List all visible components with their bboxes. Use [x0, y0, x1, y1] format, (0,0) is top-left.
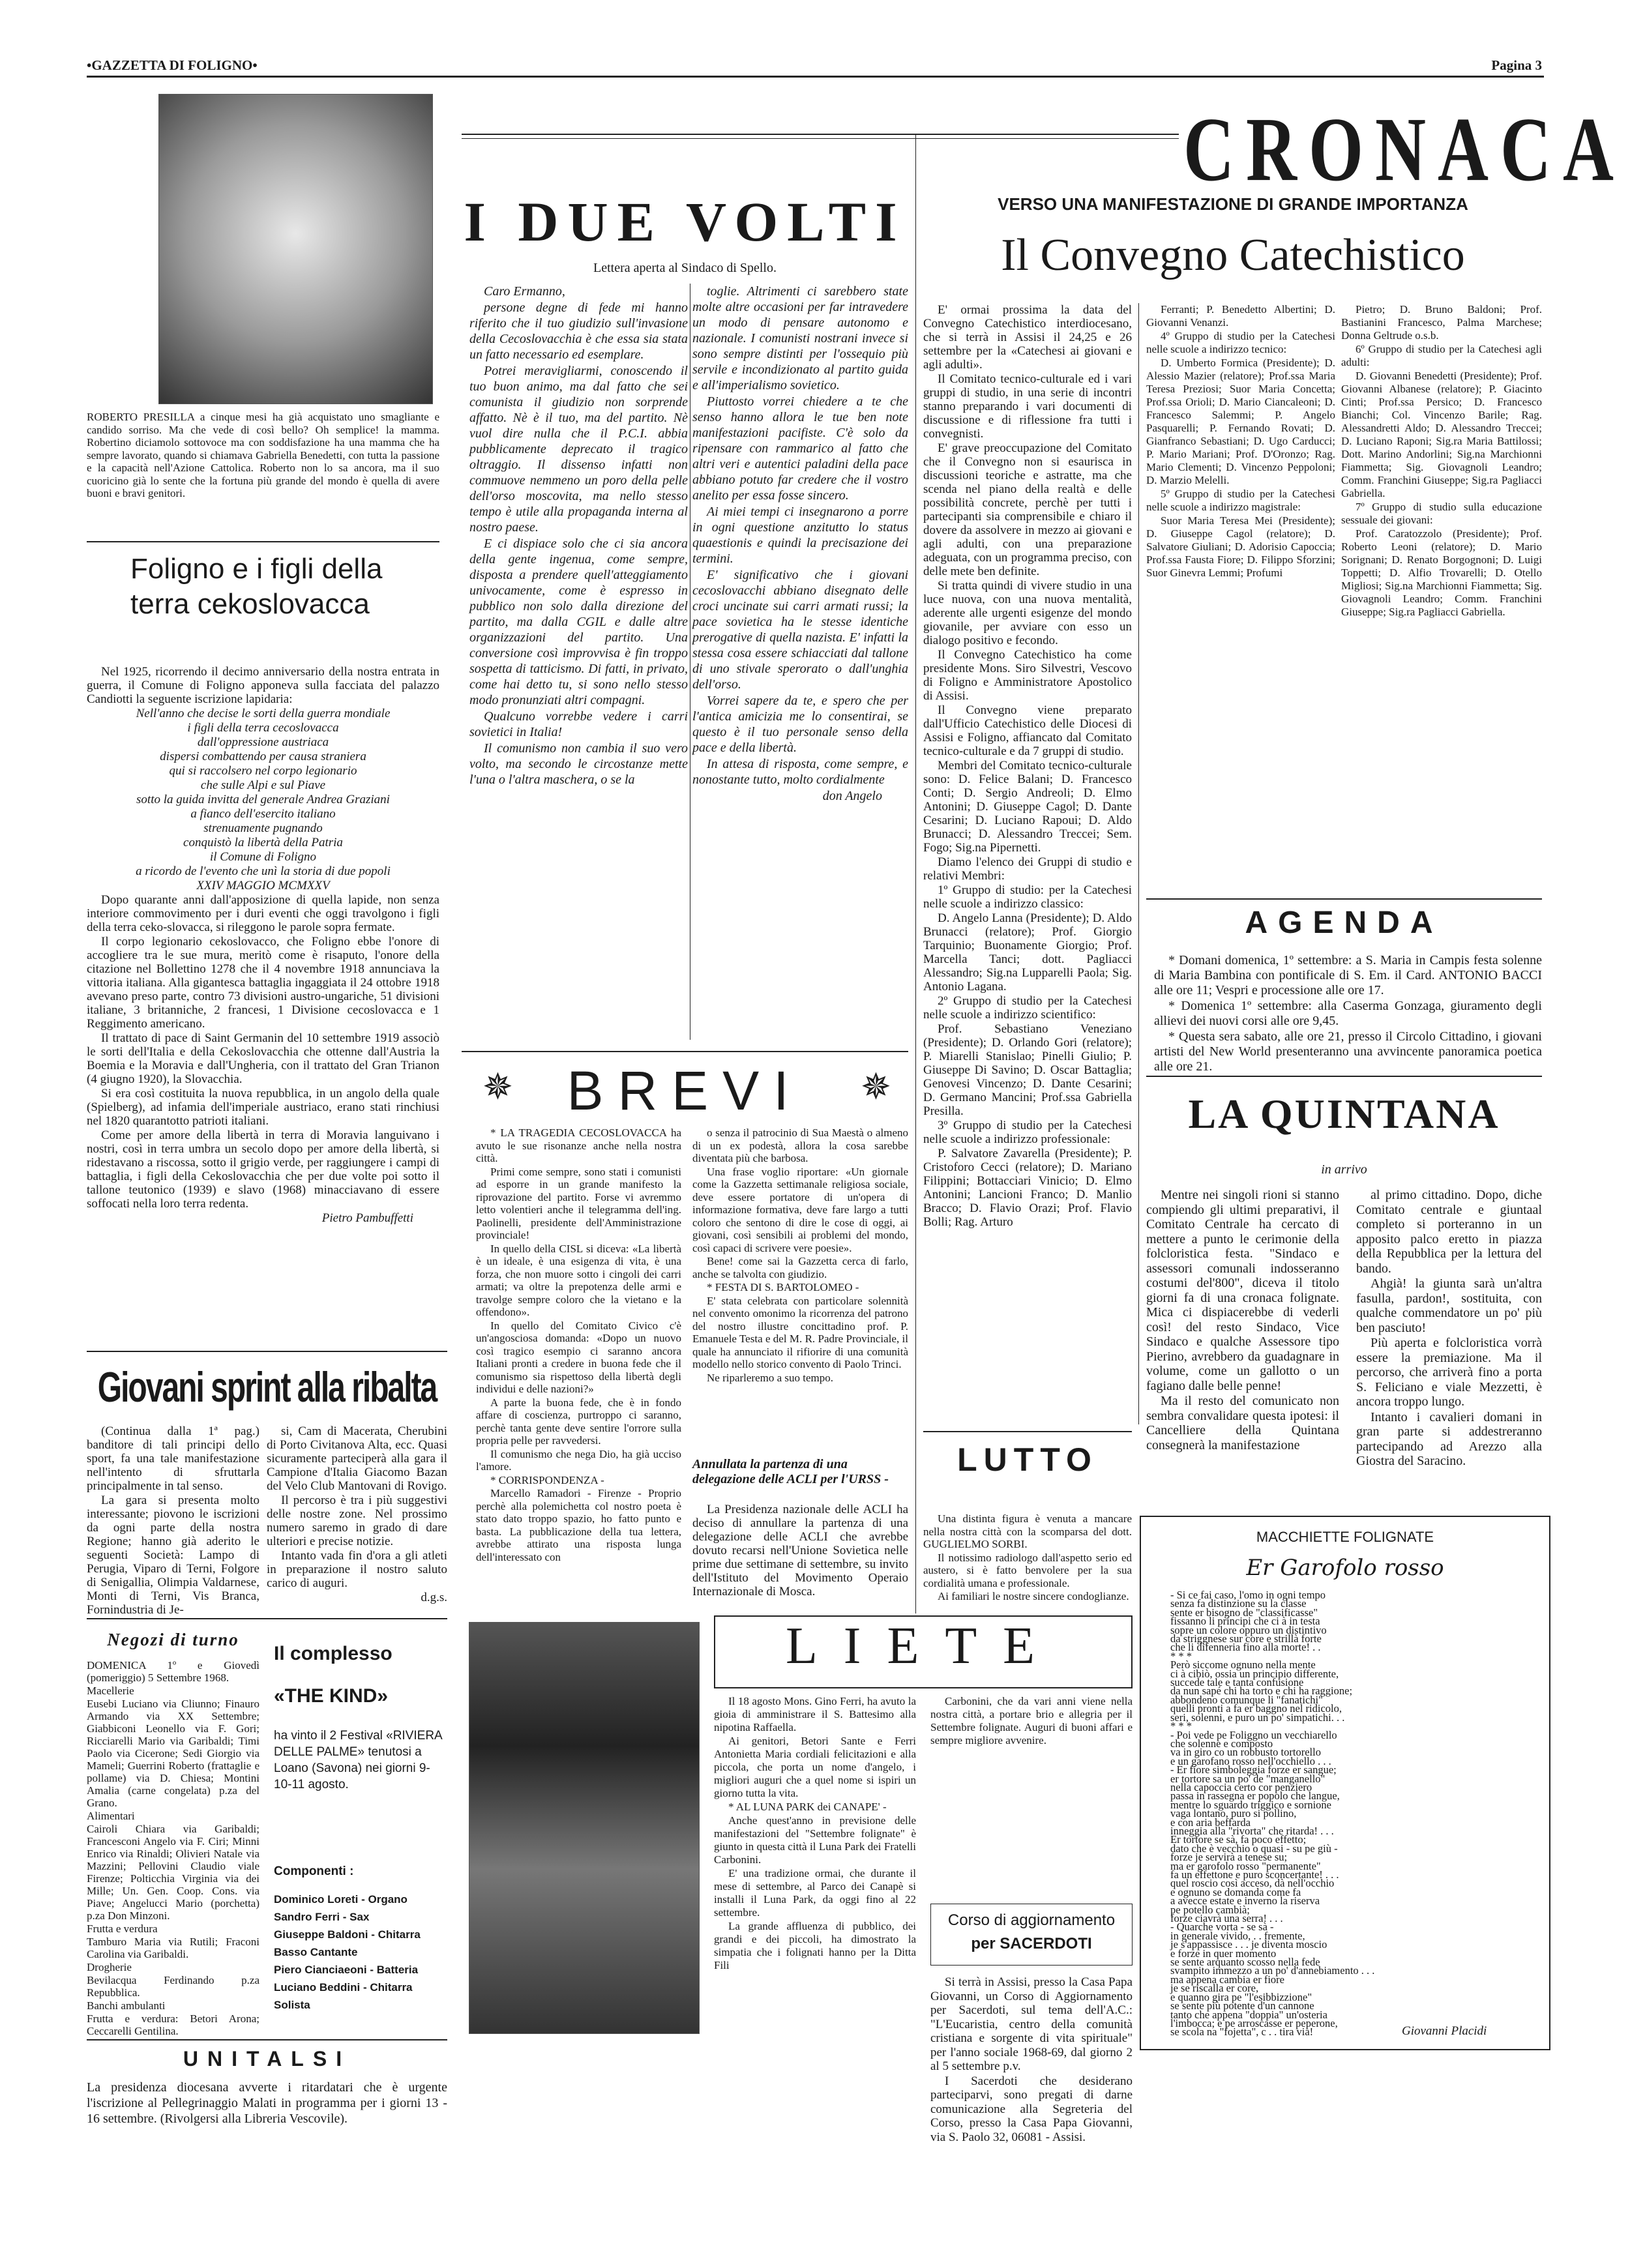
paragraph: Anche quest'anno in previsione delle manifestazioni del "Settembre folignate" è giunto in questa città il Luna Park dei Fratelli Carbonini.: [714, 1814, 916, 1866]
paragraph: La gara si presenta molto interessante; piovono le iscrizioni da ogni parte della nostra Regione; hanno già aderito le seguenti Società: Lampo di Perugia, Viparo di Terni, Folgore di Senigallia, Olimpia Valdarnese, Monti di Terni, Vis Branca, Fornindustria di Je-: [87, 1494, 259, 1617]
paragraph: Bevilacqua Ferdinando p.za Repubblica.: [87, 1974, 259, 1999]
convegno-col3: [1341, 303, 1542, 890]
paragraph: Ai genitori, Betori Sante e Ferri Antonietta Maria cordiali felicitazioni e alla piccola, che porta un nome d'angelo, i migliori auguri che a quel nome si ispiri un giorno tutta la vita.: [714, 1735, 916, 1799]
paragraph: 4º Gruppo di studio per la Catechesi nelle scuole a indirizzo tecnico:: [1146, 330, 1335, 355]
paragraph: sente er bisogno de "classificasse": [1170, 1606, 1318, 1619]
paragraph: Primi come sempre, sono stati i comunisti ad esporre in un grande manifesto la riprovazione del partito. Forse vi avremmo letto volentieri anche il telegramma dell'ing. Paolinelli, presidente dell'Amministrazione provinciale!: [476, 1165, 681, 1241]
paragraph: e ognuno se domanda come fa: [1170, 1885, 1301, 1898]
paragraph: Solista: [274, 1999, 310, 2011]
paragraph: Ferranti; P. Benedetto Albertini; D. Giovanni Venanzi.: [1146, 303, 1335, 329]
acli-headline: Annullata la partenza di una delegazione delle ACLI per l'URSS -: [692, 1457, 889, 1486]
paragraph: Si tratta quindi di vivere studio in una luce nuova, con una nuova mentalità, aderente alle urgenti esigenze del mondo giovanile, per avviare con esso un dialogo positivo e fecondo.: [923, 579, 1132, 647]
paragraph: In quello del Comitato Civico c'è un'angosciosa domanda: «Dopo un nuovo così tragico esempio ci saranno ancora Italiani pronti a credere in buona fede che il comunismo sia rispettoso della libertà degli individui e delle nazioni?»: [476, 1319, 681, 1395]
foligno-headline: Foligno e i figli della terra cekoslovacca: [130, 553, 383, 620]
paragraph: Prof. Sebastiano Veneziano (Presidente); D. Orlando Gori (relatore); P. Miarelli Stanislao; Pinelli Giulio; P. Giuseppe Di Savino; D. Oscar Battaglia; Genovesi Vincenzo; D. Dante Cesarini; D. Germano Mancini; Prof.ssa Gabriella Presilla.: [923, 1022, 1132, 1118]
sprint-col2: [267, 1424, 447, 1613]
paragraph: P. Salvatore Zavarella (Presidente); P. Cristoforo Cecci (relatore); D. Mariano Filippini; Bottacciari Vinicio; D. Elmo Antonini; Lancioni Franco; D. Manlio Bracco; D. Flavio Orazi; Prof. Flavio Bolli; Rag. Arturo: [923, 1147, 1132, 1229]
paragraph: che li difenneria fino alla morte! . .: [1170, 1641, 1321, 1654]
sprint-text: [267, 1424, 447, 1590]
paragraph: nella capoccia certo cor penziero: [1170, 1780, 1312, 1793]
paragraph: inneggia alla "rivorta" che ritarda! . . .: [1170, 1824, 1334, 1837]
paragraph: Il Convegno Catechistico ha come presidente Mons. Siro Silvestri, Vescovo di Foligno e Amministratore Apostolico di Assisi.: [923, 648, 1132, 703]
paragraph: Il corpo legionario cekoslovacco, che Foligno ebbe l'onore di accogliere tra le sue mura, meritò come è risaputo, l'onore della citazione nel Bollettino 1278 che il 4 novembre 1918 annunciava la vittoria italiana. Alla gigantesca battaglia ingaggiata il 24 ottobre 1918 avevano preso parte, contro 73 divisioni austro-ungariche, 51 divisioni italiane, 3 britanniche, 2 francesi, 1 Divisione cecoslovacca e 1 Reggimento americano.: [87, 935, 439, 1031]
paragraph: Una frase voglio riportare: «Un giornale come la Gazzetta settimanale religiosa sociale, deve essere portatore di un'opera di informazione formativa, deve fare largo a tutti coloro che sentono di dire le cose di oggi, ai giovani, così sensibili ai problemi del mondo, così capaci di scrivere vere poesie».: [692, 1165, 908, 1254]
divider: [462, 1051, 908, 1052]
divider: [1146, 1076, 1542, 1077]
paragraph: je se riscalla er core,: [1170, 1982, 1259, 1995]
paragraph: Il comunismo che nega Dio, ha già ucciso l'amore.: [476, 1447, 681, 1473]
paragraph: * Domani domenica, 1º settembre: a S. Maria in Campis festa solenne di Maria Bambina con pontificale di S. Em. il Card. ANTONIO BACCI alle ore 11; Vespri e processione alle ore 17.: [1154, 953, 1542, 997]
paragraph: e un garofano rosso nell'occhiello . . .: [1170, 1754, 1331, 1767]
paragraph: o senza il patrocinio di Sua Maestà o almeno di un ex podestà, allora la cosa sarebbe diventata più che barbosa.: [692, 1127, 908, 1164]
paragraph: Pietro; D. Bruno Baldoni; Prof. Bastianini Francesco, Palma Marchese; Donna Geltrude o.s.b.: [1341, 303, 1542, 342]
paragraph: e quanno gira pe "l'esibbizzione": [1170, 1990, 1312, 2003]
paragraph: Dominico Loreti - Organo: [274, 1893, 408, 1906]
paragraph: se sente più potente d'un cannone: [1170, 1999, 1314, 2012]
divider: [87, 2039, 447, 2040]
paragraph: forze ciavrà una serra! . . .: [1170, 1912, 1283, 1925]
poem-title: Er Garofolo rosso: [1246, 1555, 1444, 1581]
paragraph: Drogherie: [87, 1961, 132, 1973]
paragraph: Una distinta figura è venuta a mancare nella nostra città con la scomparsa del dott. GUGLIELMO SORBI.: [923, 1512, 1132, 1550]
paragraph: dispersi combattendo per causa straniera: [160, 750, 366, 763]
photo-caption: ROBERTO PRESILLA a cinque mesi ha già acquistato uno smagliante e candido sorriso. Ma che vede di così bello? Oh semplice! la mamma. Robertino diciamolo sottovoce ma con soddisfazione ha una mamma che ha sempre lavorato, quando si chiamava Gabriella Benedetti, con tutta la passione e la capacità nell'Azione Cattolica. Roberto non lo sa ancora, ma il suo cuoricino già lo sente che la fortuna più grande del mondo è quella di avere buoni e bravi genitori.: [87, 411, 439, 499]
paragraph: In quello della CISL si diceva: «La libertà è un ideale, è una esigenza di vita, è una forza, che non muore sotto i cingoli dei carri armati; va oltre la prepotenza delle armi e travolge sempre coloro che la vietano e la offendono».: [476, 1242, 681, 1318]
paragraph: Però siccome ognuno nella mente: [1170, 1658, 1316, 1672]
star-icon: ✵: [482, 1067, 513, 1108]
volti-text: [692, 284, 908, 788]
paragraph: da striggnese sur core e strillà forte: [1170, 1632, 1322, 1645]
convegno-kicker: VERSO UNA MANIFESTAZIONE DI GRANDE IMPORTANZA: [998, 194, 1468, 214]
signature: don Angelo: [822, 789, 882, 803]
paragraph: E' grave preoccupazione del Comitato che il Convegno non si esaurisca in discussioni teoriche e astratte, ma che scenda nel piano della realtà e delle possibilità concrete, perchè per tutti i partecipanti sia comprensibile e chiaro il dovere da assolvere in mezzo ai giovani e agli adulti, con una preparazione adeguata, con un programma preciso, con delle mete ben definite.: [923, 441, 1132, 578]
quintana-headline: LA QUINTANA: [1188, 1091, 1500, 1137]
brevi-headline: BREVI: [567, 1060, 803, 1121]
kind-members-label: Componenti :: [274, 1864, 354, 1878]
paragraph: Caro Ermanno,: [484, 284, 565, 299]
paragraph: ma appena cambia er fiore: [1170, 1973, 1284, 1986]
paragraph: * AL LUNA PARK dei CANAPE' -: [728, 1801, 887, 1813]
paragraph: pe potello cambià;: [1170, 1903, 1250, 1916]
divider: [87, 1618, 447, 1619]
paragraph: Carbonini, che da vari anni viene nella nostra città, a portare brio e allegria per il Settembre folignate. Auguri di buoni affari e sempre migliore avvenire.: [930, 1695, 1133, 1746]
paragraph: Dopo quarante anni dall'apposizione di quella lapide, non senza interiore commovimento per i duri eventi che oggi travolgono i figli della terra ceko-slovacca, si rileggono le parole sopra fermate.: [87, 893, 439, 934]
paragraph: e con aria beffarda: [1170, 1816, 1251, 1829]
divider: [1146, 898, 1542, 900]
divider: [87, 1351, 447, 1352]
paragraph: Luciano Beddini - Chitarra: [274, 1981, 413, 1994]
sprint-headline: Giovani sprint alla ribalta: [97, 1364, 437, 1411]
paragraph: dato che è vecchio o quasi - su pe giù -: [1170, 1842, 1338, 1855]
paragraph: Membri del Comitato tecnico-culturale sono: D. Felice Balani; D. Francesco Conti; D. Sergio Andreoli; D. Elmo Antonini; D. Giuseppe Cagol; D. Dante Cesarini; D. Luciano Rapoui; D. Aldo Brunacci; D. Alessandro Treccei; Sem. Fogo; Sig.na Pipernetti.: [923, 759, 1132, 855]
foligno-article: [87, 665, 439, 1330]
paragraph: * CORRISPONDENZA -: [490, 1473, 604, 1486]
paragraph: Potrei meravigliarmi, conoscendo il tuo buon animo, ma dal fatto che sei comunista il giudizio non sorprende affatto. Nè è il tuo, ma del partito. Nè vuol dire nulla che il P.C.I. abbia pubblicamente deprecato il tragico oltraggio. Il dissenso infatti non commuove nemmeno un poro della pelle dell'orso moscovita, ma nello stesso tempo è utile alla propaganda interna al nostro paese.: [469, 364, 688, 535]
paragraph: fa un effettone e puro sconcertante! . . .: [1170, 1868, 1339, 1881]
newspaper-name: •GAZZETTA DI FOLIGNO•: [87, 57, 258, 73]
paragraph: che solenne e composto: [1170, 1737, 1273, 1750]
paragraph: si, Cam di Macerata, Cherubini di Porto Civitanova Alta, ecc. Quasi sicuramente parteciperà alla gara il Campione d'Italia Giacomo Bazan del Velo Club Mantovani di Rovigo.: [267, 1424, 447, 1493]
convegno-headline: Il Convegno Catechistico: [1001, 230, 1465, 280]
paragraph: 3º Gruppo di studio per la Catechesi nelle scuole a indirizzo professionale:: [923, 1119, 1132, 1146]
inscription: [87, 707, 439, 892]
paragraph: Mentre nei singoli rioni si stanno compiendo gli ultimi preparativi, il Comitato Centrale ha cercato di mettere a punto le cerimonie della folcloristica festa. "Sindaco e assessori comunali indosseranno costumi del'800", diceva il titolo giorni fa di una cronaca folignate. Mica ci dispiacerebbe di vederli così! del resto Sindaco, Vice Sindaco e qualche Assessore tipo Pierino, avrebbero da guadagnare in volume, come un gallotto o un fagiano dalle belle penne!: [1146, 1188, 1339, 1393]
paragraph: i figli della terra cecoslovacca: [187, 721, 339, 735]
paragraph: a avecce estate e inverno la riserva: [1170, 1894, 1320, 1907]
paragraph: (Continua dalla 1ª pag.) banditore di tali principi dello sport, fa una tale manifestazione nell'intento di sfruttarla principalmente in tal senso.: [87, 1424, 259, 1493]
paragraph: persone degne di fede mi hanno riferito che il tuo giudizio sull'invasione della Cecoslovacchia è che essa sia stata un fatto necessario ed esemplare.: [469, 301, 688, 362]
paragraph: Il percorso è tra i più suggestivi delle nostre zone. Nel prossimo numero saremo in grado di dare ulteriori e precise notizie.: [267, 1494, 447, 1548]
paragraph: 1º Gruppo di studio: per la Catechesi nelle scuole a indirizzo classico:: [923, 883, 1132, 911]
paragraph: mentre lo sguardo triggico e sornione: [1170, 1798, 1331, 1811]
negozi-headline: Negozi di turno: [107, 1630, 239, 1649]
cronaca-rule: [462, 134, 1179, 135]
paragraph: Banchi ambulanti: [87, 1999, 166, 2012]
paragraph: Frutta e verdura: [87, 1922, 158, 1935]
paragraph: vaga lontano, puro si pollino,: [1170, 1807, 1297, 1820]
paragraph: da nun sapé chi ha torto e chi ha raggione;: [1170, 1685, 1353, 1698]
unitalsi-text: La presidenza diocesana avverte i ritardatari che è urgente l'iscrizione al Pellegrinaggio Malati in programma per i giorni 13 - 16 settembre. (Rivolgersi alla Libreria Vescovile).: [87, 2080, 447, 2126]
paragraph: Eusebi Luciano via Cliunno; Finauro Armando via XX Settembre; Giabbiconi Leonello via F. Gori; Ricciarelli Mario via Garibaldi; Timi Paolo via Cicerone; Sedi Giorgio via Mameli; Guerrini Roberto (frattaglie e pollame) via D. Chiesa; Montini Amalia (carne congelata) p.za del Grano.: [87, 1698, 259, 1809]
paragraph: Il comunismo non cambia il suo vero volto, ma secondo le circostanze mette l'una o l'altra maschera, o se la: [469, 741, 688, 787]
column-rule: [915, 134, 916, 1613]
volti-headline: I DUE VOLTI: [464, 190, 906, 253]
lutto-headline: LUTTO: [957, 1441, 1098, 1478]
paragraph: se sente arquanto scosso nella fede: [1170, 1956, 1320, 1969]
agenda-headline: AGENDA: [1245, 906, 1444, 940]
convegno-col2: [1146, 303, 1335, 890]
paragraph: Tamburo Maria via Rutili; Fraconi Carolina via Garibaldi.: [87, 1936, 259, 1960]
paragraph: La grande affluenza di pubblico, dei grandi e dei piccoli, ha dimostrato la simpatia che i folignati hanno per la Ditta Fili: [714, 1920, 916, 1971]
paragraph: E' significativo che i giovani cecoslovacchi abbiano disegnato delle croci uncinate sui carri armati russi; la pace sovietica ha le stesse identiche prerogative di quella nazista. E' infatti la stessa cosa essere schiacciati dal tallone di uno stivale sperorato o dall'unghia dell'orso.: [692, 568, 908, 692]
paragraph: va in giro co un robbusto tortorello: [1170, 1746, 1321, 1759]
paragraph: E' una tradizione ormai, che durante il mese di settembre, al Parco dei Canapè si installi il Luna Park, da oggi fino al 22 settembre.: [714, 1867, 916, 1919]
paragraph: qui si raccolsero nel corpo legionario: [169, 764, 357, 778]
paragraph: Basso Cantante: [274, 1946, 358, 1958]
kind-text: ha vinto il 2 Festival «RIVIERA DELLE PALME» tenutosi a Loano (Savona) nei giorni 9-10-11 agosto.: [274, 1729, 442, 1791]
acli-text: La Presidenza nazionale delle ACLI ha deciso di annullare la partenza di una delegazione delle ACLI che avrebbe dovuto recarsi nell'Unione Sovietica nelle prime due settimane di settembre, su invito dell'Istituto del Movimento Operaio Internazionale di Mosca.: [692, 1503, 908, 1598]
paragraph: ci à cibiò, ossia un principio differente,: [1170, 1667, 1339, 1680]
paragraph: Diamo l'elenco dei Gruppi di studio e relativi Membri:: [923, 855, 1132, 883]
kind-members: [274, 1891, 447, 2014]
paragraph: Vorrei sapere da te, e spero che per l'antica amicizia me lo consentirai, se questo è il tuo personale senso della pace e della libertà.: [692, 694, 908, 755]
page-number: Pagina 3: [1491, 57, 1542, 73]
paragraph: Sandro Ferri - Sax: [274, 1911, 370, 1923]
paragraph: Ahgià! la giunta sarà un'altra fasulla, pardon!, sostituita, con qualche commendatore un po' più ben pasciuto!: [1356, 1276, 1542, 1335]
paragraph: il Comune di Foligno: [209, 850, 317, 864]
quintana-subtitle: in arrivo: [1321, 1162, 1367, 1177]
paragraph: Come per amore della libertà in terra di Moravia languivano i nostri, così in terra umbra un secolo dopo per amore della libertà, si ridestavano a riscossa, sotto il grigio verde, per raggiungere i campi di battaglia, i figli della Cekoslovacchia che per due volte poi sotto il tallone teutonico (1939) e slavo (1968) minacciavano di essere soffocati nella loro terra redenta.: [87, 1128, 439, 1211]
paragraph: XXIV MAGGIO MCMXXV: [196, 879, 330, 892]
paragraph: - Poi vede pe Foliggno un vecchiarello: [1170, 1728, 1337, 1741]
lutto-text: [923, 1512, 1132, 1607]
paragraph: Cairoli Chiara via Garibaldi; Francesconi Angelo via F. Ciri; Minni Enrico via Rinaldi; Olivieri Natale via Mazzini; Pellovini Claudio viale Firenze; Polticchia Virginia via dei Mille; Un. Gen. Coop. Cons. via Piave; Angelucci Mario (porchetta) p.za Don Minzoni.: [87, 1823, 259, 1922]
paragraph: conquistò la libertà della Patria: [183, 836, 343, 849]
paragraph: E' stata celebrata con particolare solennità nel convento omonimo la ricorrenza del patrono del nostro illustre concittadino prof. P. Emanuele Testa e del M. R. Padre Provinciale, il quale ha annunciato il rifiorire di una comunità modello nello storico convento di Paolo Trinci.: [692, 1294, 908, 1370]
paragraph: 5º Gruppo di studio per la Catechesi nelle scuole a indirizzo magistrale:: [1146, 488, 1335, 513]
paragraph: strenuamente pugnando: [203, 821, 323, 835]
paragraph: * FESTA DI S. BARTOLOMEO -: [707, 1281, 859, 1293]
paragraph: * LA TRAGEDIA CECOSLOVACCA ha avuto le sue risonanze anche nella nostra città.: [476, 1127, 681, 1164]
paragraph: je s'appassisce . . . je diventa moscio: [1170, 1938, 1327, 1951]
convegno-col1: [923, 303, 1132, 1431]
header-rule: [87, 76, 1544, 78]
paragraph: Qualcuno vorrebbe vedere i carri sovietici in Italia!: [469, 709, 688, 739]
paragraph: toglie. Altrimenti ci sarebbero state molte altre occasioni per far intravedere un modo di pensare autonomo e nazionale. I comunisti nostrani invece si sono sempre distinti per l'ossequio più servile e incondizionato al partito guida e all'imperialismo sovietico.: [692, 284, 908, 392]
paragraph: * Domenica 1º settembre: alla Caserma Gonzaga, giuramento degli allievi dei nuovi corsi alle ore 9,45.: [1154, 999, 1542, 1028]
paragraph: Si era così costituita la nuova repubblica, in un angolo della quale (Spielberg), ad infamia dell'imperiale austriaco, erano stati rinchiusi nel 1820 quarantotto patrioti italiani.: [87, 1087, 439, 1128]
cronaca-rule: [462, 138, 1179, 139]
paragraph: Giuseppe Baldoni - Chitarra: [274, 1928, 421, 1941]
baby-photo: [158, 94, 433, 404]
volti-subtitle: Lettera aperta al Sindaco di Spello.: [593, 261, 777, 275]
paragraph: che sulle Alpi e sul Piave: [200, 778, 326, 792]
paragraph: D. Umberto Formica (Presidente); D. Alessio Mazier (relatore); Prof.ssa Maria Teresa Preziosi; Suor Maria Concetta; Prof.ssa Orioli; D. Mario Ciancaleoni; D. Francesco Salemmi; P. Angelo Pasquarelli; P. Fernando Rovati; D. Gianfranco Sebastiani; D. Ugo Carducci; P. Mario Mariani; Prof. D'Oronzo; Rag. Mario Clementi; D. Vincenzo Peppoloni; D. Marzio Melelli.: [1146, 357, 1335, 486]
poem-author: Giovanni Placidi: [1402, 2024, 1487, 2038]
divider: [923, 1431, 1132, 1432]
paragraph: Ai familiari le nostre sincere condoglianze.: [938, 1590, 1129, 1602]
paragraph: * * *: [1170, 1649, 1192, 1662]
paragraph: * * *: [1170, 1720, 1192, 1733]
paragraph: - Quarche vorta - se sà -: [1170, 1921, 1274, 1934]
author: Pietro Pambuffetti: [321, 1211, 413, 1225]
paragraph: E' ormai prossima la data del Convegno Catechistico interdiocesano, che si terrà in Assisi il 24,25 e 26 settembre per la «Catechesi ai giovani e agli adulti».: [923, 303, 1132, 372]
column-rule: [1138, 303, 1139, 1424]
poem: [1170, 1591, 1542, 2037]
paragraph: Ne riparleremo a suo tempo.: [707, 1371, 834, 1384]
paragraph: al primo cittadino. Dopo, diche Comitato centrale e giuntaal completo si porteranno in un apposito palco eretto in piazza della Repubblica per la lettura del bando.: [1356, 1188, 1542, 1276]
paragraph: Nell'anno che decise le sorti della guerra mondiale: [136, 707, 391, 720]
paragraph: - Er fiore simboleggia forze er sangue;: [1170, 1763, 1337, 1776]
agenda-list: [1154, 953, 1542, 1074]
article-intro: [87, 665, 439, 706]
paragraph: forze je servirà a tenese su;: [1170, 1851, 1288, 1864]
corso-headline: Corso di aggiornamento: [947, 1911, 1116, 1929]
paragraph: succede tale e tanta confusione: [1170, 1676, 1304, 1689]
paragraph: dall'oppressione austriaca: [197, 735, 329, 749]
brevi-col2: [692, 1127, 908, 1452]
paragraph: in generale vivido, . . fremente,: [1170, 1929, 1305, 1942]
sprint-col1: [87, 1424, 259, 1617]
paragraph: Piuttosto vorrei chiedere a te che senso hanno allora le tue ben note manifestazioni pacifiste. C'è solo da ripensare con rammarico al fatto che altri veri e autentici paladini della pace abbiano potuto far credere che il vostro anelito per essa fosse sincero.: [692, 394, 908, 503]
unitalsi-headline: UNITALSI: [183, 2047, 351, 2070]
paragraph: Suor Maria Teresa Mei (Presidente); D. Giuseppe Cagol (relatore); D. Salvatore Giuliani; D. Adorisio Capoccia; Prof.ssa Fausta Fiore; D. Filippo Sforzini; Suor Ginevra Lemmi; Profumi: [1146, 514, 1335, 579]
paragraph: senza fa distinzione su la classe: [1170, 1597, 1307, 1610]
signature: d.g.s.: [421, 1591, 447, 1604]
paragraph: Più aperta e folcloristica vorrà essere la premiazione. Ma il percorso, che arriverà fino a porta S. Feliciano e viale Mezzetti, è ancora troppo lungo.: [1356, 1336, 1542, 1409]
paragraph: svampito immezzo a un po' d'annebiamento . . .: [1170, 1964, 1375, 1977]
kind-kicker: Il complesso: [274, 1643, 393, 1664]
paragraph: l'imbocca; e pe arroscasse er peperone,: [1170, 2016, 1338, 2029]
star-icon: ✵: [861, 1067, 891, 1108]
paragraph: Il notissimo radiologo dall'aspetto serio ed austero, si è fatto benvolere per la sua cordialità umana e professionale.: [923, 1551, 1132, 1589]
paragraph: tanto che appena "doppia" un'osteria: [1170, 2008, 1327, 2021]
macchiette-kicker: MACCHIETTE FOLIGNATE: [1256, 1529, 1434, 1545]
quintana-col1: [1146, 1188, 1339, 1488]
paragraph: sopre un colore oppuro un distintivo: [1170, 1623, 1327, 1636]
paragraph: abbondeno comunque li "fanatichi": [1170, 1693, 1323, 1706]
paragraph: se scola na "fojetta", c . . tira via!: [1170, 2025, 1314, 2039]
quintana-col2: [1356, 1188, 1542, 1488]
paragraph: Frutta e verdura: Betori Arona; Ceccarelli Gentilina.: [87, 2012, 259, 2037]
divider: [87, 541, 439, 542]
liete-headline: LIETE: [785, 1617, 1061, 1675]
paragraph: Alimentari: [87, 1810, 135, 1822]
volti-col2: [692, 284, 908, 1046]
paragraph: 7º Gruppo di studio sulla educazione sessuale dei giovani:: [1341, 501, 1542, 526]
paragraph: Il trattato di pace di Saint Germanin del 10 settembre 1919 associò le sorti dell'Italia e della Cekoslovacchia che ottenne dall'Austria la Boemia e la Moravia e dall'Ungheria, con il trattato del Gran Trianon (4 giugno 1920), la Slovacchia.: [87, 1031, 439, 1086]
liete-col2: [930, 1695, 1133, 1825]
paragraph: er tortore sa un po' de "manganello": [1170, 1772, 1326, 1785]
paragraph: passa in rassegna er popolo che langue,: [1170, 1789, 1340, 1803]
brevi-col1: [476, 1127, 681, 1606]
paragraph: Il Comitato tecnico-culturale ed i vari gruppi di studio, in una serie di incontri stanno preparando i vari documenti di discussione e di riflessione fra tutti i convegnisti.: [923, 372, 1132, 441]
paragraph: In attesa di risposta, come sempre, e nonostante tutto, molto cordialmente: [692, 757, 908, 787]
paragraph: Ai miei tempi ci insegnarono a porre in ogni questione anzitutto lo status quaestionis e quindi la precisazione dei termini.: [692, 505, 908, 566]
paragraph: sotto la guida invitta del generale Andrea Graziani: [136, 793, 390, 806]
paragraph: Marcello Ramadori - Firenze - Proprio perchè alla polemichetta col nostro poeta è stato dato troppo spazio, ho fatto punto e basta. La pubblicazione della tua lettera, avrebbe attirato una risposta lunga dell'interessato con: [476, 1487, 681, 1563]
paragraph: fissanno li principi che ci à in testa: [1170, 1615, 1320, 1628]
corso-headline-2: per SACERDOTI: [971, 1935, 1092, 1952]
paragraph: E ci dispiace solo che ci sia ancora della gente ingenua, come sempre, disposta a prendere quell'atteggiamento univocamente, come è espresso in pubblico non solo dalla direzione del partito, ma dalla CGIL e dalle altre organizzazioni del partito. Una conversione così improvvisa è fin troppo sospetta di tatticismo. Di fatti, in privato, come hai detto tu, si sono nello stesso modo pronunziati altri compagni.: [469, 537, 688, 707]
paragraph: * Questa sera sabato, alle ore 21, presso il Circolo Cittadino, i giovani artisti del New World presenteranno una avvincente panoramica poetica alle ore 21.: [1154, 1029, 1542, 1074]
paragraph: 6º Gruppo di studio per la Catechesi agli adulti:: [1341, 343, 1542, 368]
paragraph: quelli pronti a fa er baggno nel ridicolo,: [1170, 1702, 1342, 1715]
paragraph: seri, solenni, e puro un po' simpatichi. . .: [1170, 1711, 1345, 1724]
paragraph: Prof. Caratozzolo (Presidente); Prof. Roberto Leoni (relatore); D. Mario Sorignani; D. Renato Borgognoni; D. Luigi Toppetti; D. Alfio Trovarelli; D. Otello Migliosi; Sig.na Marchionni Fiammetta; Sig. Giovagnoli Leandro; Comm. Franchini Giuseppe; Sig.ra Pagliacci Gabriella.: [1341, 527, 1542, 618]
liete-col1: [714, 1695, 916, 2164]
paragraph: Nel 1925, ricorrendo il decimo anniversario della nostra entrata in guerra, il Comune di Foligno apponeva sulla facciata del palazzo Candiotti la seguente iscrizione lapidaria:: [87, 665, 439, 706]
cronaca-headline: CRONACA: [1183, 99, 1625, 201]
paragraph: e forze in quer momento: [1170, 1947, 1277, 1960]
paragraph: Il Convegno viene preparato dall'Ufficio Catechistico delle Diocesi di Assisi e Foligno, affiancato dal Comitato tecnico-culturale e da 7 gruppi di studio.: [923, 703, 1132, 758]
paragraph: ma er garofolo rosso "permanente": [1170, 1859, 1321, 1872]
kind-band-name: «THE KIND»: [274, 1685, 389, 1707]
paragraph: D. Angelo Lanna (Presidente); D. Aldo Brunacci (relatore); Prof. Giorgio Tarquinio; Buonamente Giorgio; Prof. Marcella Tanci; dott. Pagliacci Alessandro; Sig.na Lupparelli Paola; Sig. Antonio Lagana.: [923, 911, 1132, 994]
volti-col1: [469, 284, 688, 1046]
paragraph: A parte la buona fede, che è in fondo affare di coscienza, purtroppo ci saranno, perchè tanta gente deve sentire l'orrore sulla propria pelle per ravvedersi.: [476, 1396, 681, 1447]
paragraph: Si terrà in Assisi, presso la Casa Papa Giovanni, un Corso di Aggiornamento per Sacerdoti, sul tema dell'A.C.: "L'Eucaristia, centro della comunità cristiana e sorgente di vita spirituale" per l'anno sociale 1968-69, dal giorno 2 al 5 settembre p.v.: [930, 1975, 1133, 2073]
paragraph: Il 18 agosto Mons. Gino Ferri, ha avuto la gioia di amministrare il S. Battesimo alla nipotina Raffaella.: [714, 1695, 916, 1733]
paragraph: quel roscio così acceso, dà nell'occhio: [1170, 1877, 1335, 1890]
paragraph: Intanto vada fin d'ora a gli atleti in preparazione il nostro saluto carico di auguri.: [267, 1549, 447, 1590]
paragraph: a ricordo de l'evento che unì la storia di due popoli: [136, 864, 391, 878]
paragraph: I Sacerdoti che desiderano parteciparvi, sono pregati di darne comunicazione alla Segreteria del Corso, presso la Casa Papa Giovanni, via S. Paolo 32, 06081 - Assisi.: [930, 2074, 1133, 2144]
band-photo: [469, 1622, 700, 2034]
paragraph: 2º Gruppo di studio per la Catechesi nelle scuole a indirizzo scientifico:: [923, 994, 1132, 1022]
paragraph: Ma il resto del comunicato non sembra convalidare questa ipotesi: il Cancelliere della Quintana consegnerà la manifestazione: [1146, 1394, 1339, 1452]
paragraph: Bene! come sai la Gazzetta cerca di farlo, anche se talvolta con giudizio.: [692, 1255, 908, 1280]
negozi-list: [87, 1659, 259, 2037]
paragraph: Intanto i cavalieri domani in gran parte si addestreranno partecipando ad Arezzo alla Giostra del Saracino.: [1356, 1409, 1542, 1468]
paragraph: D. Giovanni Benedetti (Presidente); Prof. Giovanni Albanese (relatore); P. Giacinto Cinti; Prof.ssa Persico; D. Francesco Bianchi; Col. Vincenzo Barile; Rag. Alessandretti Aldo; D. Alessandro Treccei; D. Luciano Raponi; Sig.ra Maria Battilossi; Dott. Marino Andorlini; Sig.na Marchionni Fiammetta; Sig. Giovagnoli Leandro; Comm. Franchini Giuseppe; Sig.ra Pagliacci Gabriella.: [1341, 370, 1542, 499]
paragraph: a fianco dell'esercito italiano: [190, 807, 336, 821]
article-body: [87, 893, 439, 1211]
paragraph: - Si ce fai caso, l'omo in ogni tempo: [1170, 1589, 1326, 1601]
paragraph: DOMENICA 1º e Giovedì (pomeriggio) 5 Settembre 1968.: [87, 1659, 259, 1684]
paragraph: Piero Cianciaeoni - Batteria: [274, 1964, 419, 1976]
corso-text: [930, 1975, 1133, 2171]
paragraph: Macellerie: [87, 1685, 134, 1697]
paragraph: Er tortore se sà, fa poco effetto;: [1170, 1833, 1307, 1846]
